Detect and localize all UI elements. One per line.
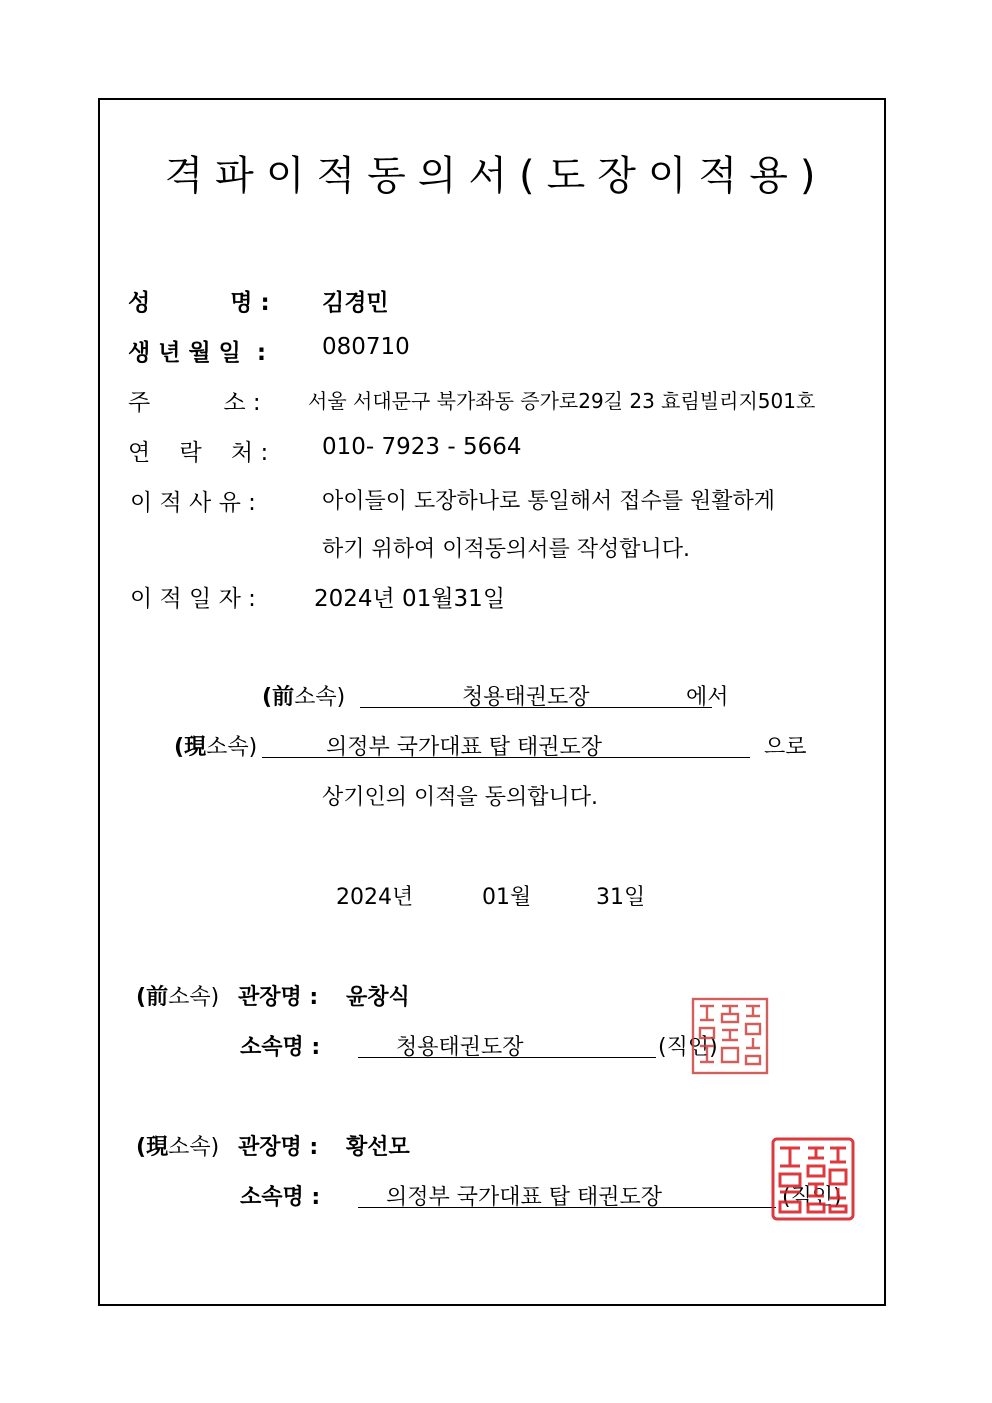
curr-director-label: 관장명 : bbox=[238, 1135, 319, 1160]
prev-affiliation-line bbox=[360, 680, 729, 710]
prev-affiliation-label: (前소속) bbox=[262, 685, 346, 710]
sign-year: 2024년 bbox=[336, 885, 414, 910]
curr-director-name: 황선모 bbox=[346, 1135, 410, 1160]
date-value: 2024년 01월31일 bbox=[314, 586, 506, 612]
consent-statement: 상기인의 이적을 동의합니다. bbox=[322, 785, 599, 810]
contact-value: 010- 7923 - 5664 bbox=[322, 434, 522, 460]
prev-official-seal-icon bbox=[690, 996, 770, 1076]
prev-han: 前 bbox=[272, 685, 295, 710]
curr-signer-rest: 소속) bbox=[168, 1135, 220, 1160]
curr-signer-han: 現 bbox=[146, 1135, 169, 1160]
prev-org-name: 청용태권도장 bbox=[396, 1035, 524, 1060]
sign-month: 01월 bbox=[482, 885, 532, 910]
birth-label: 생 년 월 일 : bbox=[128, 340, 267, 366]
prev-director-name: 윤창식 bbox=[346, 985, 410, 1010]
prev-affiliation-value: 청용태권도장 bbox=[462, 685, 590, 710]
curr-org-label: 소속명 : bbox=[240, 1185, 321, 1210]
reason-line-1: 아이들이 도장하나로 통일해서 접수를 원활하게 bbox=[322, 489, 776, 514]
address-label: 주 소 : bbox=[128, 390, 261, 416]
contact-label: 연 락 처 : bbox=[128, 440, 269, 466]
document-title: 격파이적동의서(도장이적용) bbox=[164, 153, 828, 199]
curr-affiliation-label: (現소속) bbox=[174, 735, 258, 760]
curr-affiliation-line bbox=[262, 730, 750, 758]
prev-org-line bbox=[358, 1030, 656, 1058]
curr-rest: 소속) bbox=[206, 735, 258, 760]
address-value: 서울 서대문구 북가좌동 증가로29길 23 효림빌리지501호 bbox=[308, 389, 816, 413]
prev-org-label: 소속명 : bbox=[240, 1035, 321, 1060]
reason-line-2: 하기 위하여 이적동의서를 작성합니다. bbox=[322, 537, 691, 562]
curr-org-line bbox=[358, 1180, 776, 1208]
prev-seal-label: (직인) bbox=[658, 1035, 718, 1060]
prev-signer-affiliation: (前소속) bbox=[136, 985, 220, 1010]
name-value: 김경민 bbox=[322, 290, 389, 316]
prev-suffix: 에서 bbox=[686, 685, 729, 710]
prev-signer-rest: 소속) bbox=[168, 985, 220, 1010]
sign-day: 31일 bbox=[596, 885, 646, 910]
prev-signer-han: 前 bbox=[146, 985, 169, 1010]
curr-seal-label: (직인) bbox=[782, 1185, 842, 1210]
curr-official-seal-icon bbox=[770, 1136, 856, 1222]
reason-label: 이 적 사 유 : bbox=[130, 490, 256, 516]
curr-org-name: 의정부 국가대표 탑 태권도장 bbox=[386, 1185, 663, 1210]
curr-han: 現 bbox=[184, 735, 207, 760]
curr-signer-affiliation: (現소속) bbox=[136, 1135, 220, 1160]
prev-rest: 소속) bbox=[294, 685, 346, 710]
curr-affiliation-value: 의정부 국가대표 탑 태권도장 bbox=[326, 735, 603, 760]
prev-director-label: 관장명 : bbox=[238, 985, 319, 1010]
birth-value: 080710 bbox=[322, 334, 410, 360]
name-label: 성 명 : bbox=[128, 290, 270, 316]
curr-suffix: 으로 bbox=[764, 735, 807, 760]
date-label: 이 적 일 자 : bbox=[130, 586, 256, 612]
